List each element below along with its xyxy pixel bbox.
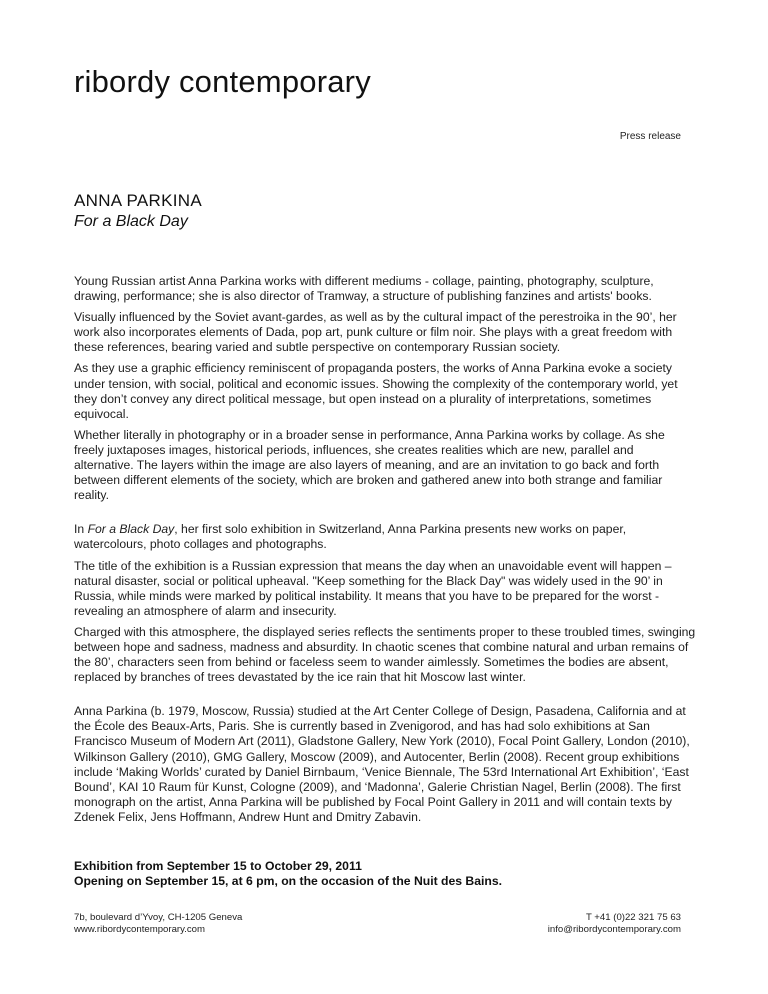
press-release-body <box>74 274 696 831</box>
document-type-label: Press release <box>619 131 681 142</box>
artist-name: ANNA PARKINA <box>74 191 202 210</box>
footer-website-link[interactable]: www.ribordycontemporary.com <box>74 924 205 935</box>
brand-logo: ribordy contemporary <box>74 64 371 99</box>
footer-address-block <box>74 912 242 936</box>
opening-info: Opening on September 15, at 6 pm, on the occasion of the Nuit des Bains. <box>74 874 502 889</box>
exhibition-period: Exhibition from September 15 to October 29, 2011 <box>74 859 362 873</box>
footer-phone: T +41 (0)22 321 75 63 <box>585 912 681 923</box>
paragraph-exhibition-rest: , her first solo exhibition in Switzerland, Anna Parkina presents new works on paper, watercolours, photo collages and photographs. <box>74 522 627 552</box>
paragraph-title-meaning: The title of the exhibition is a Russian expression that means the day when an unavoidable event will happen – natural disaster, social or political upheaval. "Keep something for the Black Day" was widely used in the 90’ in Russia, while minds were marked by political instability. It means that you have to be prepared for the worst - revealing an atmosphere of alarm and insecurity. <box>74 558 672 618</box>
paragraph-propaganda: As they use a graphic efficiency reminiscent of propaganda posters, the works of Anna Parkina evoke a society under tension, with social, political and economic issues. Showing the complexity of the contemporary world, yet they don’t convey any direct political message, but open instead on a plurality of interpretations, sometimes equivocal. <box>74 361 678 421</box>
paragraph-influences: Visually influenced by the Soviet avant-gardes, as well as by the cultural impact of the perestroika in the 90’, her work also incorporates elements of Dada, pop art, punk culture or film noir. She plays with a great freedom with these references, bearing varied and subtle perspective on contemporary Russian society. <box>74 310 677 355</box>
paragraph-exhibition-prefix: In <box>74 522 88 537</box>
paragraph-exhibition-title: For a Black Day <box>87 522 175 537</box>
paragraph-biography: Anna Parkina (b. 1979, Moscow, Russia) studied at the Art Center College of Design, Pasadena, California and at the École des Beaux-Arts, Paris. She is currently based in Zvenigorod, and has had solo exhibitions at San Francisco Museum of Modern Art (2011), Gladstone Gallery, New York (2010), Focal Point Gallery, London (2010), Wilkinson Gallery (2010), GMG Gallery, Moscow (2009), and Autocenter, Berlin (2008). Recent group exhibitions include ‘Making Worlds’ curated by Daniel Birnbaum, ‘Venice Biennale, The 53rd International Art Exhibition’, ‘East Bound’, KAI 10 Raum für Kunst, Cologne (2009), and ‘Madonna’, Galerie Christian Nagel, Berlin (2008). The first monograph on the artist, Anna Parkina will be published by Focal Point Gallery in 2011 and will contain texts by Zdenek Felix, Jens Hoffmann, Andrew Hunt and Dmitry Zabavin. <box>74 704 690 824</box>
exhibition-dates <box>74 859 502 889</box>
footer-address: 7b, boulevard d’Yvoy, CH-1205 Geneva <box>74 912 243 923</box>
exhibition-title: For a Black Day <box>74 213 188 230</box>
footer-contact-block <box>548 912 681 936</box>
paragraph-intro: Young Russian artist Anna Parkina works with different mediums - collage, painting, photography, sculpture, drawing, performance; she is also director of Tramway, a structure of publishing fanzines and artists' books. <box>74 274 654 304</box>
paragraph-collage: Whether literally in photography or in a broader sense in performance, Anna Parkina works by collage. As she freely juxtaposes images, historical periods, influences, she creates realities which are new, parallel and alternative. The layers within the image are also layers of meaning, and are an invitation to go back and forth between different elements of the society, which are broken and gathered anew into both strange and familiar reality. <box>74 427 665 503</box>
paragraph-atmosphere: Charged with this atmosphere, the displayed series reflects the sentiments proper to these troubled times, swinging between hope and sadness, madness and absurdity. In chaotic scenes that combine natural and urban remains of the 80’, characters seen from behind or faceless seem to wander aimlessly. Sometimes the bodies are absent, replaced by branches of trees devastated by the ice rain that hit Moscow last winter. <box>74 624 696 685</box>
paragraph-exhibition <box>74 522 696 552</box>
footer-email-link[interactable]: info@ribordycontemporary.com <box>547 924 681 935</box>
